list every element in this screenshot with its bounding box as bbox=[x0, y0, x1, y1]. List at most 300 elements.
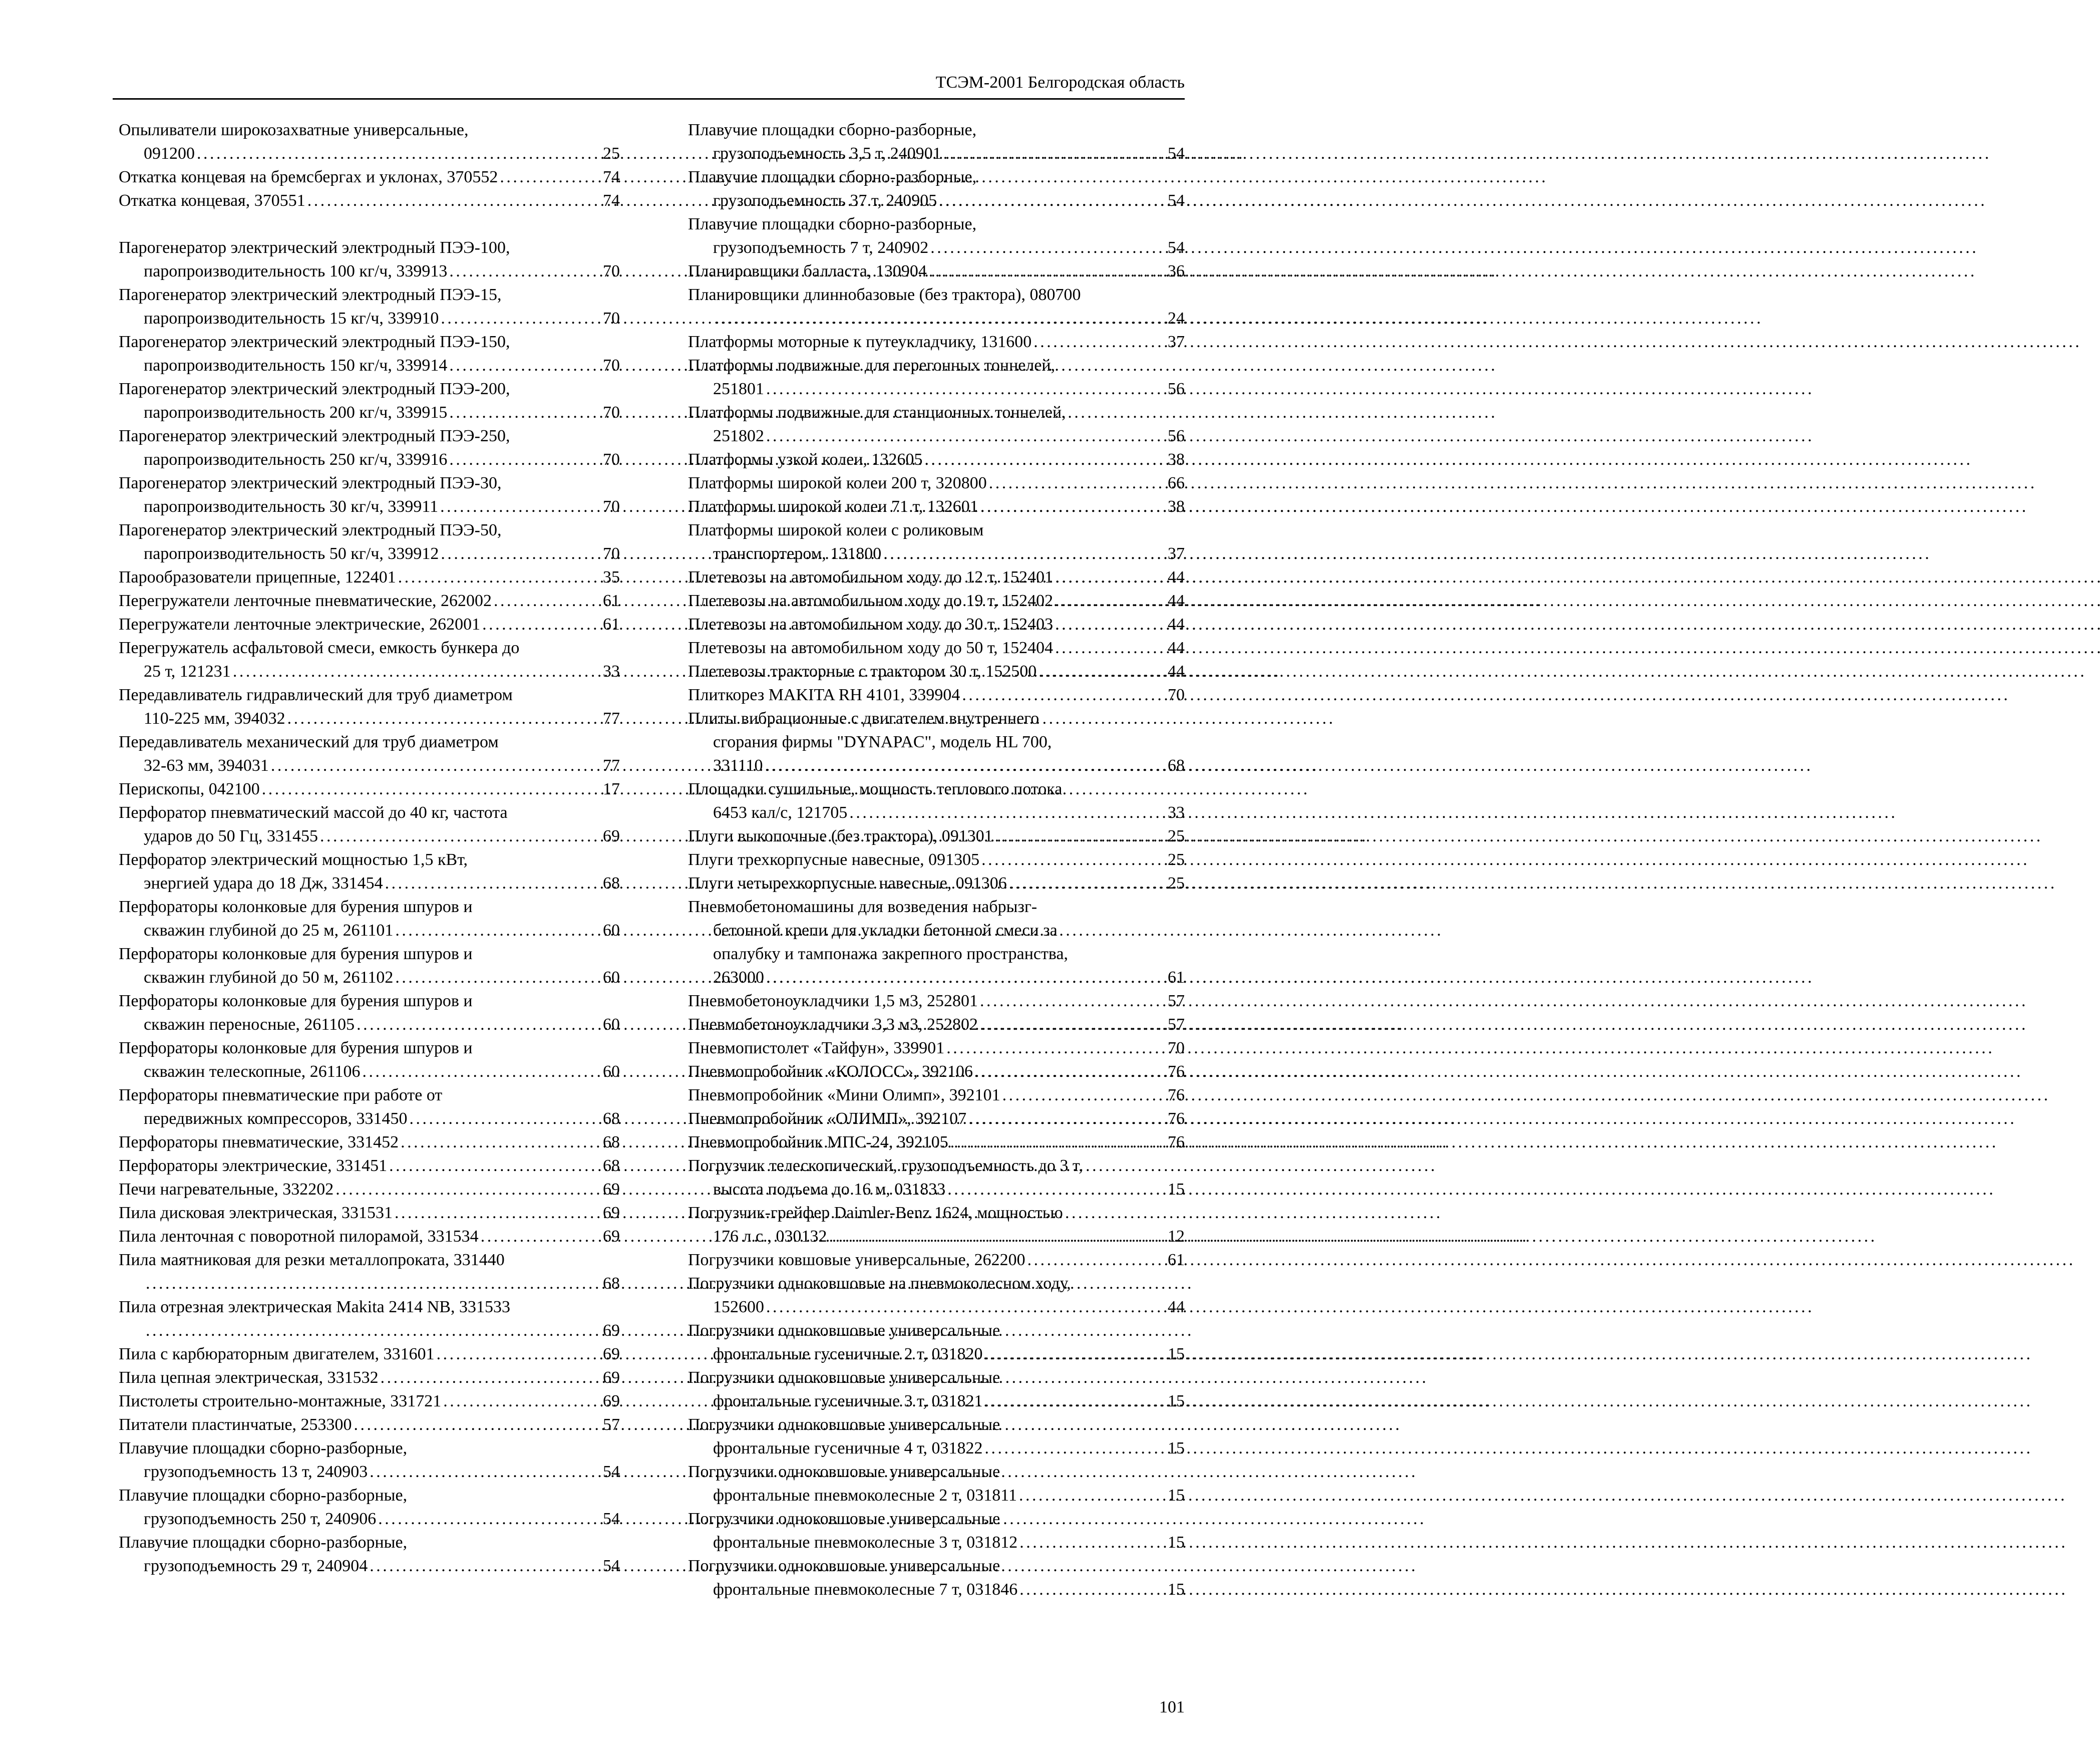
index-entry bbox=[119, 1036, 620, 1083]
entry-text: скважин глубиной до 50 м, 261102 bbox=[144, 968, 394, 987]
entry-text: Пневмопробойник «КОЛОСС», 392106 bbox=[688, 1062, 973, 1081]
index-entry bbox=[119, 895, 620, 942]
entry-page-number: 44 bbox=[1168, 568, 1185, 587]
entry-line bbox=[119, 801, 620, 824]
entry-line bbox=[119, 989, 620, 1013]
entry-page-number: 33 bbox=[1168, 803, 1185, 822]
entry-line bbox=[688, 1272, 1185, 1295]
entry-page-number: 25 bbox=[1168, 827, 1185, 845]
entry-line bbox=[119, 730, 620, 754]
entry-text: Пневмобетоноукладчики 1,5 м3, 252801 bbox=[688, 992, 978, 1010]
entry-line bbox=[119, 1484, 620, 1507]
entry-text: Пила ленточная с поворотной пилорамой, 331534 bbox=[119, 1227, 479, 1246]
index-entry bbox=[688, 1413, 1185, 1460]
entry-page-number: 33 bbox=[603, 662, 620, 681]
dot-leader bbox=[438, 495, 603, 518]
entry-page-number: 15 bbox=[1168, 1486, 1185, 1505]
entry-line bbox=[119, 1036, 620, 1060]
entry-text: фронтальные пневмоколесные 7 т, 031846 bbox=[713, 1580, 1018, 1599]
entry-line bbox=[119, 1107, 620, 1130]
dot-leader bbox=[764, 966, 1168, 989]
entry-line bbox=[119, 401, 620, 424]
entry-text: Погрузчики одноковшовые универсальные bbox=[688, 1462, 1000, 1481]
entry-page-number: 69 bbox=[603, 1180, 620, 1199]
entry-text: бетонной крепи для укладки бетонной смеси за bbox=[713, 921, 1058, 940]
entry-line bbox=[688, 730, 1185, 754]
dot-leader bbox=[1053, 613, 1168, 636]
entry-page-number: 15 bbox=[1168, 1580, 1185, 1599]
dot-leader bbox=[1017, 1578, 1168, 1601]
dot-leader bbox=[978, 495, 1168, 518]
entry-text: Планировщики балласта, 130904 bbox=[688, 262, 927, 280]
index-entry bbox=[688, 683, 1185, 707]
index-entry bbox=[119, 283, 620, 330]
entry-line bbox=[119, 942, 620, 966]
entry-line bbox=[688, 871, 1185, 895]
entry-text: грузоподъемность 13 т, 240903 bbox=[144, 1462, 368, 1481]
entry-line bbox=[688, 966, 1185, 989]
index-entry bbox=[119, 1413, 620, 1436]
entry-line bbox=[688, 259, 1185, 283]
index-entry bbox=[119, 801, 620, 848]
entry-line bbox=[119, 919, 620, 942]
entry-page-number: 17 bbox=[603, 780, 620, 798]
entry-text: Пневмопробойник «Мини Олимп», 392101 bbox=[688, 1086, 1000, 1104]
entry-line bbox=[119, 1083, 620, 1107]
index-entry bbox=[119, 1248, 620, 1295]
index-entry bbox=[119, 518, 620, 565]
entry-line bbox=[119, 660, 620, 683]
entry-text: Погрузчик телескопический, грузоподъемность до 3 т, bbox=[688, 1156, 1083, 1175]
dot-leader bbox=[144, 1272, 603, 1295]
dot-leader bbox=[498, 165, 603, 189]
dot-leader bbox=[361, 1060, 603, 1083]
dot-leader bbox=[387, 1154, 603, 1178]
entry-line bbox=[119, 1295, 620, 1319]
entry-line bbox=[119, 589, 620, 613]
entry-line bbox=[688, 1083, 1185, 1107]
index-entry bbox=[119, 942, 620, 989]
entry-text: Перфоратор электрический мощностью 1,5 кВт, bbox=[119, 850, 468, 869]
index-entry bbox=[119, 1083, 620, 1130]
dot-leader bbox=[1017, 1531, 1168, 1554]
index-entry bbox=[688, 871, 1185, 895]
index-entry bbox=[688, 895, 1185, 989]
entry-text: Печи нагревательные, 332202 bbox=[119, 1180, 334, 1199]
index-entry bbox=[119, 1225, 620, 1248]
entry-line bbox=[119, 636, 620, 660]
entry-text: Плиткорез MAKITA RH 4101, 339904 bbox=[688, 686, 960, 704]
dot-leader bbox=[937, 189, 1168, 212]
entry-page-number: 77 bbox=[603, 709, 620, 728]
entry-page-number: 70 bbox=[1168, 686, 1185, 704]
index-entry bbox=[688, 1460, 1185, 1507]
entry-page-number: 44 bbox=[1168, 639, 1185, 657]
entry-line bbox=[688, 1013, 1185, 1036]
dot-leader bbox=[144, 1319, 603, 1342]
index-entry bbox=[119, 989, 620, 1036]
entry-page-number: 57 bbox=[1168, 992, 1185, 1010]
entry-line bbox=[119, 871, 620, 895]
entry-text: грузоподъемность 7 т, 240902 bbox=[713, 238, 929, 257]
index-entry bbox=[119, 424, 620, 471]
entry-line bbox=[688, 989, 1185, 1013]
entry-line bbox=[688, 142, 1185, 165]
entry-line bbox=[119, 1436, 620, 1460]
entry-page-number: 68 bbox=[1168, 756, 1185, 775]
entry-line bbox=[119, 354, 620, 377]
dot-leader bbox=[480, 613, 603, 636]
entry-page-number: 61 bbox=[1168, 1251, 1185, 1269]
index-column-right bbox=[688, 118, 1185, 1601]
index-entry bbox=[688, 330, 1185, 354]
dot-leader bbox=[764, 424, 1168, 448]
entry-text: грузоподъемность 3,5 т, 240901 bbox=[713, 144, 941, 163]
entry-line bbox=[688, 1319, 1185, 1342]
index-entry bbox=[688, 1554, 1185, 1601]
entry-page-number: 70 bbox=[603, 403, 620, 422]
dot-leader bbox=[479, 1225, 603, 1248]
entry-line bbox=[688, 377, 1185, 401]
entry-text: скважин телескопные, 261106 bbox=[144, 1062, 361, 1081]
entry-text: Платформы широкой колеи 200 т, 320800 bbox=[688, 474, 987, 492]
entry-line bbox=[688, 1342, 1185, 1366]
entry-line bbox=[119, 1178, 620, 1201]
entry-line bbox=[688, 1154, 1185, 1178]
index-entry bbox=[688, 1107, 1185, 1130]
entry-line bbox=[688, 660, 1185, 683]
entry-text: Пила с карбюраторным двигателем, 331601 bbox=[119, 1345, 435, 1363]
entry-line bbox=[688, 212, 1185, 236]
entry-text: энергией удара до 18 Дж, 331454 bbox=[144, 874, 383, 893]
entry-text: скважин переносные, 261105 bbox=[144, 1015, 355, 1034]
entry-line bbox=[688, 495, 1185, 518]
index-entry bbox=[688, 354, 1185, 401]
entry-line bbox=[119, 1413, 620, 1436]
entry-text: Перфоратор пневматический массой до 40 кг, частота bbox=[119, 803, 508, 822]
entry-text: фронтальные пневмоколесные 2 т, 031811 bbox=[713, 1486, 1017, 1505]
entry-line bbox=[688, 1295, 1185, 1319]
entry-text: опалубку и тампонажа закрепного пространства, bbox=[713, 945, 1069, 963]
dot-leader bbox=[1017, 1484, 1168, 1507]
entry-line bbox=[119, 1248, 620, 1272]
entry-line bbox=[119, 754, 620, 777]
entry-line bbox=[119, 1060, 620, 1083]
entry-page-number: 61 bbox=[603, 615, 620, 634]
entry-text: Перфораторы колонковые для бурения шпуров и bbox=[119, 992, 473, 1010]
index-entry bbox=[119, 848, 620, 895]
entry-line bbox=[119, 142, 620, 165]
entry-line bbox=[119, 518, 620, 542]
entry-line bbox=[119, 236, 620, 259]
entry-line bbox=[688, 777, 1185, 801]
entry-text: Опыливатели широкозахватные универсальные, bbox=[119, 121, 469, 139]
entry-text: Планировщики длиннобазовые (без трактора), 080700 bbox=[688, 285, 1081, 304]
entry-text: Платформы широкой колеи 71 т, 132601 bbox=[688, 497, 978, 516]
entry-line bbox=[119, 165, 620, 189]
entry-page-number: 76 bbox=[1168, 1133, 1185, 1151]
entry-page-number: 70 bbox=[603, 309, 620, 328]
index-entry bbox=[119, 1389, 620, 1413]
entry-page-number: 70 bbox=[1168, 1039, 1185, 1057]
entry-text: Плуги четырехкорпусные навесные, 091306 bbox=[688, 874, 1007, 893]
dot-leader bbox=[881, 542, 1168, 565]
entry-line bbox=[119, 565, 620, 589]
dot-leader bbox=[827, 1225, 1168, 1248]
index-entry bbox=[688, 259, 1185, 283]
entry-page-number: 70 bbox=[603, 450, 620, 469]
index-entry bbox=[688, 401, 1185, 448]
dot-leader bbox=[1036, 660, 1168, 683]
entry-page-number: 69 bbox=[603, 1368, 620, 1387]
entry-line bbox=[688, 1178, 1185, 1201]
index-entry bbox=[688, 1366, 1185, 1413]
entry-page-number: 66 bbox=[1168, 474, 1185, 492]
entry-text: Плавучие площадки сборно-разборные, bbox=[119, 1533, 408, 1552]
index-entry bbox=[688, 212, 1185, 259]
entry-page-number: 60 bbox=[603, 921, 620, 940]
entry-line bbox=[688, 613, 1185, 636]
entry-text: скважин глубиной до 25 м, 261101 bbox=[144, 921, 394, 940]
dot-leader bbox=[231, 660, 603, 683]
entry-page-number: 68 bbox=[603, 1133, 620, 1151]
entry-line bbox=[688, 1507, 1185, 1531]
entry-text: Перфораторы колонковые для бурения шпуров и bbox=[119, 945, 473, 963]
dot-leader bbox=[764, 1295, 1168, 1319]
index-entry bbox=[688, 165, 1185, 212]
dot-leader bbox=[383, 871, 603, 895]
entry-text: Парогенератор электрический электродный ПЭЭ-100, bbox=[119, 238, 510, 257]
entry-page-number: 37 bbox=[1168, 544, 1185, 563]
entry-text: Пневмопистолет «Тайфун», 339901 bbox=[688, 1039, 945, 1057]
entry-line bbox=[119, 330, 620, 354]
entry-line bbox=[688, 942, 1185, 966]
entry-line bbox=[688, 354, 1185, 377]
dot-leader bbox=[447, 354, 603, 377]
dot-leader bbox=[1025, 1248, 1168, 1272]
entry-line bbox=[688, 801, 1185, 824]
entry-line bbox=[688, 1578, 1185, 1601]
index-entry bbox=[119, 471, 620, 518]
index-entry bbox=[119, 1484, 620, 1531]
entry-text: Погрузчики ковшовые универсальные, 262200 bbox=[688, 1251, 1025, 1269]
entry-text: Плавучие площадки сборно-разборные, bbox=[688, 168, 977, 186]
entry-line bbox=[688, 565, 1185, 589]
entry-page-number: 37 bbox=[1168, 333, 1185, 351]
index-entry bbox=[119, 565, 620, 589]
dot-leader bbox=[396, 565, 603, 589]
entry-text: Плиты вибрационные с двигателем внутреннего bbox=[688, 709, 1039, 728]
entry-page-number: 69 bbox=[603, 1204, 620, 1222]
entry-page-number: 44 bbox=[1168, 592, 1185, 610]
entry-text: паропроизводительность 100 кг/ч, 339913 bbox=[144, 262, 448, 280]
entry-line bbox=[688, 589, 1185, 613]
dot-leader bbox=[928, 236, 1168, 259]
index-entry bbox=[688, 565, 1185, 589]
dot-leader bbox=[978, 1013, 1168, 1036]
index-entry bbox=[688, 636, 1185, 660]
index-entry bbox=[688, 1130, 1185, 1154]
entry-text: Пила отрезная электрическая Makita 2414 NB, 331533 bbox=[119, 1298, 510, 1316]
entry-text: паропроизводительность 200 кг/ч, 339915 bbox=[144, 403, 448, 422]
entry-page-number: 70 bbox=[603, 356, 620, 375]
dot-leader bbox=[922, 448, 1168, 471]
entry-text: 110-225 мм, 394032 bbox=[144, 709, 285, 728]
entry-line bbox=[688, 1107, 1185, 1130]
entry-text: Пила маятниковая для резки металлопроката, 331440 bbox=[119, 1251, 505, 1269]
entry-text: Платформы подвижные для станционных тоннелей, bbox=[688, 403, 1066, 422]
entry-page-number: 69 bbox=[603, 1321, 620, 1340]
entry-text: Пневмобетоноукладчики 3,3 м3, 252802 bbox=[688, 1015, 978, 1034]
entry-page-number: 56 bbox=[1168, 380, 1185, 398]
entry-line bbox=[119, 1201, 620, 1225]
index-entry bbox=[119, 613, 620, 636]
entry-page-number: 25 bbox=[603, 144, 620, 163]
entry-line bbox=[688, 189, 1185, 212]
entry-page-number: 68 bbox=[603, 1109, 620, 1128]
entry-page-number: 69 bbox=[603, 827, 620, 845]
dot-leader bbox=[368, 1554, 603, 1578]
dot-leader bbox=[352, 1413, 603, 1436]
entry-line bbox=[688, 754, 1185, 777]
dot-leader bbox=[492, 589, 603, 613]
entry-page-number: 61 bbox=[1168, 968, 1185, 987]
dot-leader bbox=[763, 754, 1168, 777]
entry-text: паропроизводительность 250 кг/ч, 339916 bbox=[144, 450, 448, 469]
index-entry bbox=[119, 1342, 620, 1366]
dot-leader bbox=[979, 848, 1168, 871]
entry-line bbox=[119, 1272, 620, 1295]
index-entry bbox=[119, 189, 620, 212]
index-entry bbox=[119, 165, 620, 189]
entry-text: Парогенератор электрический электродный ПЭЭ-250, bbox=[119, 427, 510, 445]
index-entry bbox=[119, 1201, 620, 1225]
entry-page-number: 54 bbox=[1168, 144, 1185, 163]
entry-page-number: 38 bbox=[1168, 497, 1185, 516]
entry-gap bbox=[119, 212, 620, 236]
entry-text: ударов до 50 Гц, 331455 bbox=[144, 827, 318, 845]
entry-text: Плетевозы на автомобильном ходу до 30 т, 152403 bbox=[688, 615, 1054, 634]
entry-page-number: 74 bbox=[603, 191, 620, 210]
entry-text: транспортером, 131800 bbox=[713, 544, 882, 563]
entry-text: Погрузчик-грейфер Daimler-Benz 1624, мощностью bbox=[688, 1204, 1063, 1222]
entry-text: Плавучие площадки сборно-разборные, bbox=[688, 215, 977, 233]
entry-line bbox=[688, 236, 1185, 259]
dot-leader bbox=[945, 1178, 1168, 1201]
index-entry bbox=[688, 1319, 1185, 1366]
dot-leader bbox=[973, 1060, 1168, 1083]
entry-line bbox=[119, 824, 620, 848]
entry-page-number: 69 bbox=[603, 1392, 620, 1410]
dot-leader bbox=[355, 1013, 603, 1036]
entry-line bbox=[688, 1201, 1185, 1225]
entry-line bbox=[119, 777, 620, 801]
entry-text: Плавучие площадки сборно-разборные, bbox=[119, 1486, 408, 1505]
index-entry bbox=[119, 730, 620, 777]
entry-page-number: 54 bbox=[603, 1462, 620, 1481]
dot-leader bbox=[393, 966, 603, 989]
entry-text: Плетевозы тракторные с трактором 30 т, 152500 bbox=[688, 662, 1037, 681]
entry-page-number: 54 bbox=[1168, 238, 1185, 257]
entry-line bbox=[119, 966, 620, 989]
dot-leader bbox=[285, 707, 603, 730]
index-entry bbox=[688, 589, 1185, 613]
entry-line bbox=[119, 707, 620, 730]
entry-text: Перфораторы электрические, 331451 bbox=[119, 1156, 388, 1175]
dot-leader bbox=[966, 1107, 1168, 1130]
entry-page-number: 15 bbox=[1168, 1180, 1185, 1199]
entry-line bbox=[688, 848, 1185, 871]
entry-line bbox=[688, 1554, 1185, 1578]
index-entry bbox=[688, 848, 1185, 871]
entry-text: Плавучие площадки сборно-разборные, bbox=[688, 121, 977, 139]
entry-line bbox=[688, 707, 1185, 730]
index-entry bbox=[688, 1154, 1185, 1201]
entry-line bbox=[119, 495, 620, 518]
entry-page-number: 44 bbox=[1168, 662, 1185, 681]
entry-line bbox=[688, 424, 1185, 448]
entry-line bbox=[688, 1036, 1185, 1060]
entry-text: Платформы подвижные для перегонных тоннелей, bbox=[688, 356, 1056, 375]
entry-page-number: 76 bbox=[1168, 1062, 1185, 1081]
entry-page-number: 56 bbox=[1168, 427, 1185, 445]
entry-text: грузоподъемность 37 т, 240905 bbox=[713, 191, 937, 210]
entry-line bbox=[119, 259, 620, 283]
entry-line bbox=[688, 448, 1185, 471]
dot-leader bbox=[993, 824, 1168, 848]
entry-line bbox=[688, 1248, 1185, 1272]
entry-text: 6453 кал/с, 121705 bbox=[713, 803, 848, 822]
entry-line bbox=[688, 1225, 1185, 1248]
entry-line bbox=[688, 165, 1185, 189]
entry-line bbox=[119, 1342, 620, 1366]
entry-line bbox=[688, 542, 1185, 565]
dot-leader bbox=[1000, 1083, 1168, 1107]
entry-page-number: 15 bbox=[1168, 1533, 1185, 1552]
entry-text: 32-63 мм, 394031 bbox=[144, 756, 269, 775]
entry-page-number: 25 bbox=[1168, 850, 1185, 869]
entry-line bbox=[688, 683, 1185, 707]
index-entry bbox=[688, 1201, 1185, 1248]
entry-line bbox=[119, 118, 620, 142]
entry-line bbox=[688, 1130, 1185, 1154]
entry-text: фронтальные пневмоколесные 3 т, 031812 bbox=[713, 1533, 1018, 1552]
entry-line bbox=[119, 542, 620, 565]
entry-line bbox=[688, 118, 1185, 142]
dot-leader bbox=[260, 777, 603, 801]
entry-page-number: 69 bbox=[603, 1345, 620, 1363]
entry-text: 152600 bbox=[713, 1298, 764, 1316]
entry-text: Перфораторы пневматические, 331452 bbox=[119, 1133, 399, 1151]
entry-page-number: 44 bbox=[1168, 1298, 1185, 1316]
dot-leader bbox=[948, 1130, 1168, 1154]
entry-page-number: 36 bbox=[1168, 262, 1185, 280]
dot-leader bbox=[1031, 330, 1168, 354]
dot-leader bbox=[195, 142, 603, 165]
entry-text: 263000 bbox=[713, 968, 764, 987]
entry-line bbox=[688, 518, 1185, 542]
dot-leader bbox=[379, 1366, 603, 1389]
entry-line bbox=[688, 1436, 1185, 1460]
index-entry bbox=[688, 1036, 1185, 1060]
entry-line bbox=[688, 1460, 1185, 1484]
entry-text: Парогенератор электрический электродный ПЭЭ-200, bbox=[119, 380, 510, 398]
entry-line bbox=[119, 1130, 620, 1154]
index-entry bbox=[688, 283, 1185, 330]
entry-text: Перегружатели ленточные электрические, 262001 bbox=[119, 615, 481, 634]
dot-leader bbox=[399, 1130, 603, 1154]
entry-text: 091200 bbox=[144, 144, 195, 163]
